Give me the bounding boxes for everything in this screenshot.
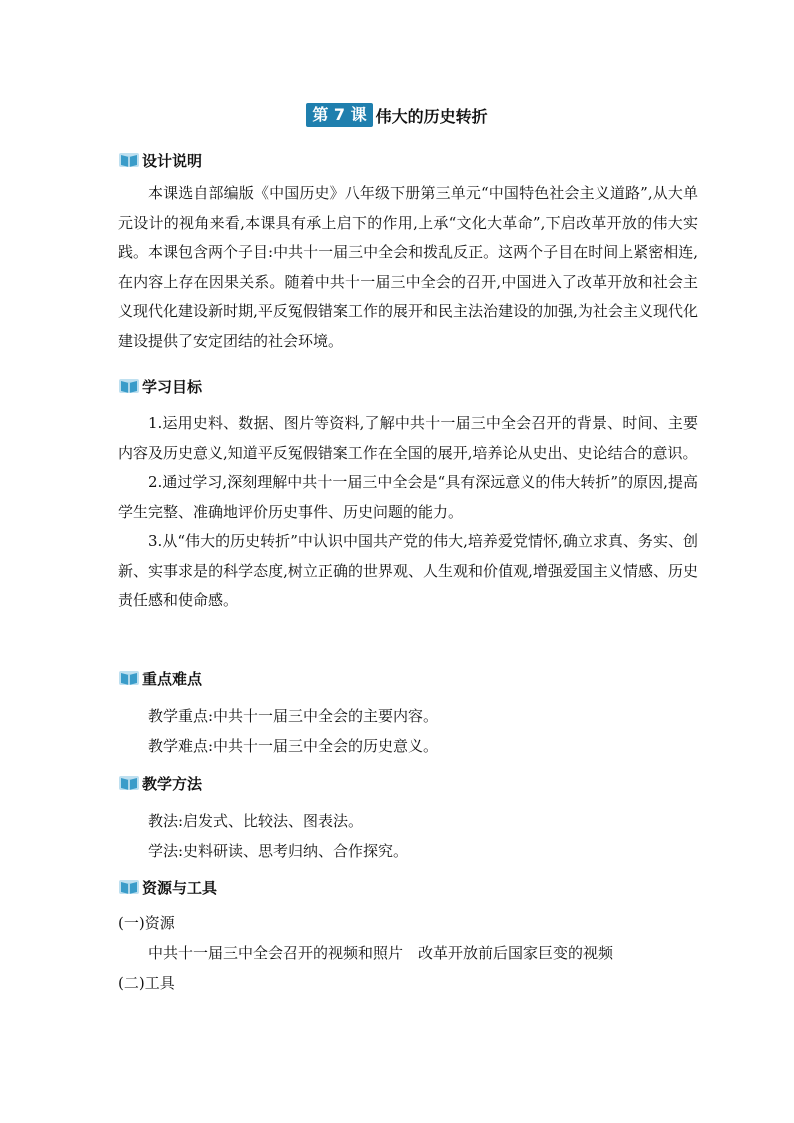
learning-method: 学法:史料研读、思考归纳、合作探究。 [148, 842, 409, 860]
goal-item: 3.从“伟大的历史转折”中认识中国共产党的伟大,培养爱党情怀,确立求真、务实、创新、实事求是的科学态度,树立正确的世界观、人生观和价值观,增强爱国主义情感、历史责任感和使命感。 [118, 532, 698, 609]
key-points-section [118, 665, 698, 761]
goals-section [118, 373, 698, 616]
goal-item: 1.运用史料、数据、图片等资料,了解中共十一届三中全会召开的背景、时间、主要内容及历史意义,知道平反冤假错案工作在全国的展开,培养论从史出、史论结合的意识。 [118, 414, 698, 462]
book-icon [118, 878, 140, 896]
methods-title: 教学方法 [142, 774, 203, 793]
design-heading [118, 147, 698, 173]
key-points-title: 重点难点 [142, 669, 203, 688]
goals-title: 学习目标 [142, 377, 203, 396]
key-points-heading [118, 665, 698, 691]
lesson-title [0, 103, 794, 127]
tools-subheading: (二)工具 [118, 974, 175, 992]
book-icon [118, 774, 140, 792]
goals-heading [118, 373, 698, 399]
teaching-method: 教法:启发式、比较法、图表法。 [148, 812, 364, 830]
resources-section [118, 874, 698, 998]
design-title: 设计说明 [142, 151, 203, 170]
book-icon [118, 669, 140, 687]
lesson-name: 伟大的历史转折 [375, 106, 488, 126]
key-focus: 教学重点:中共十一届三中全会的主要内容。 [148, 707, 439, 725]
resources-list: 中共十一届三中全会召开的视频和照片 改革开放前后国家巨变的视频 [148, 944, 614, 962]
resources-subheading: (一)资源 [118, 914, 175, 932]
goal-item: 2.通过学习,深刻理解中共十一届三中全会是“具有深远意义的伟大转折”的原因,提高学生完整、准确地评价历史事件、历史问题的能力。 [118, 473, 698, 521]
book-icon [118, 377, 140, 395]
book-icon [118, 151, 140, 169]
lesson-number-badge: 第 7 课 [306, 103, 372, 127]
design-text: 本课选自部编版《中国历史》八年级下册第三单元“中国特色社会主义道路”,从大单元设计的视角来看,本课具有承上启下的作用,上承“文化大革命”,下启改革开放的伟大实践。本课包含两个子目:中共十一届三中全会和拨乱反正。这两个子目在时间上紧密相连,在内容上存在因果关系。随着中共十一届三中全会的召开,中国进入了改革开放和社会主义现代化建设新时期,平反冤假错案工作的展开和民主法治建设的加强,为社会主义现代化建设提供了安定团结的社会环境。 [118, 184, 698, 350]
resources-title: 资源与工具 [142, 878, 218, 897]
key-difficulty: 教学难点:中共十一届三中全会的历史意义。 [148, 737, 439, 755]
methods-heading [118, 770, 698, 796]
design-section [118, 147, 698, 356]
methods-section [118, 770, 698, 866]
resources-heading [118, 874, 698, 900]
